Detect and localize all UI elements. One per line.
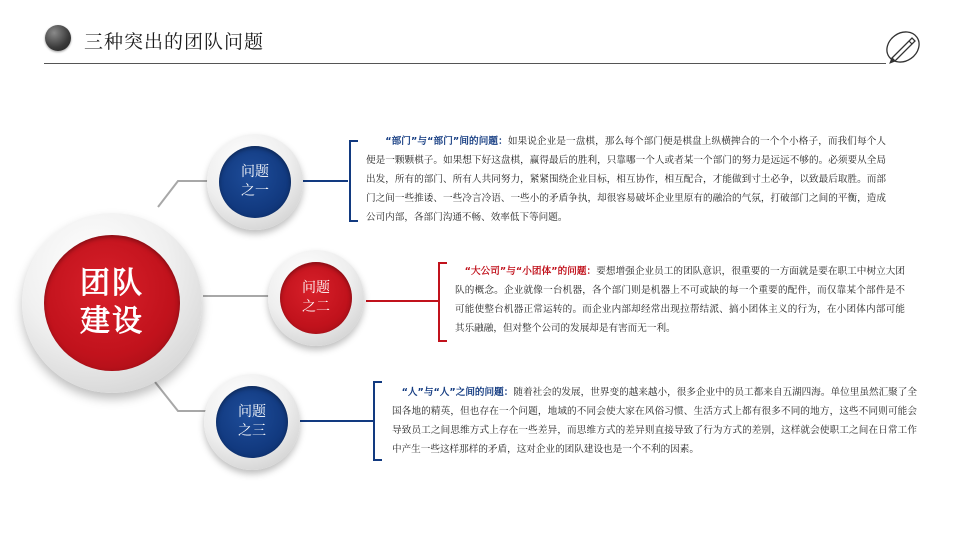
problem-node-1-inner — [219, 146, 291, 218]
bracket-3 — [374, 382, 382, 460]
problem-text-1 — [366, 132, 886, 227]
problem-node-3-line1: 问题 — [238, 404, 266, 420]
center-title-line1: 团队 — [80, 266, 144, 301]
problem-2-keyword: “大公司”与“小团体”的问题： — [464, 266, 597, 277]
connector-to-node-1 — [158, 181, 213, 207]
problem-node-1-line2: 之一 — [241, 183, 269, 199]
problem-text-3 — [392, 383, 917, 459]
problem-node-1-line1: 问题 — [241, 164, 269, 180]
problem-node-3 — [204, 374, 300, 470]
connector-to-node-3 — [155, 382, 212, 411]
page-title: 三种突出的团队问题 — [84, 31, 265, 53]
problem-node-2 — [268, 250, 364, 346]
problem-node-3-inner — [216, 386, 288, 458]
bracket-2 — [439, 263, 447, 341]
center-circle-inner — [44, 235, 180, 371]
problem-node-2-line2: 之二 — [302, 299, 330, 315]
problem-1-body: 如果说企业是一盘棋，那么每个部门便是棋盘上纵横捭合的一个个小格子，而我们每个人便是一颗颗棋子。如果想下好这盘棋，赢得最后的胜利，只靠哪一个人或者某一个部门的努力是远远不够的。必须要从全局出发，所有的部门、所有人共同努力，紧紧围绕企业目标，相互协作，相互配合，才能做到寸土必争，以致最后取胜。而部门之间一些推诿、一些冷言冷语、一些小的矛盾争执，却很容易破坏企业里原有的融洽的气氛，打破部门之间的平衡，造成公司内部，各部门沟通不畅、效率低下等问题。 — [366, 136, 886, 223]
problem-3-keyword: “人”与“人”之间的问题： — [401, 387, 514, 398]
problem-2-body: 要想增强企业员工的团队意识，很重要的一方面就是要在职工中树立大团队的概念。企业就像一台机器，各个部门则是机器上不可或缺的每一个重要的配件，而仅靠某个部件是不可能使整台机器正常运转的。而企业内部却经常出现拉帮结派、搞小团体主义的行为，在小团体内部可能其乐融融，但对整个公司的发展却是有害而无一利。 — [455, 266, 905, 334]
bracket-1 — [350, 141, 358, 221]
problem-node-1 — [207, 134, 303, 230]
problem-node-3-line2: 之三 — [238, 423, 266, 439]
center-title-line2: 建设 — [80, 304, 144, 339]
problem-1-keyword: “部门”与“部门”间的问题： — [385, 136, 508, 147]
problem-3-body: 随着社会的发展，世界变的越来越小，很多企业中的员工都来自五湖四海。单位里虽然汇聚了全国各地的精英，但也存在一个问题，地域的不同会使大家在风俗习惯、生活方式上都有很多不同的地方，这些不同则可能会导致员工之间思维方式上存在一些差异，而思维方式的差异则直接导致了行为方式的差别，这样就会使职工之间在日常工作中产生一些这样那样的矛盾，这对企业的团队建设也是一个不利的因素。 — [392, 387, 917, 455]
problem-node-2-inner — [280, 262, 352, 334]
center-circle — [22, 213, 202, 393]
problem-text-2 — [455, 262, 905, 338]
problem-node-2-line1: 问题 — [302, 280, 330, 296]
